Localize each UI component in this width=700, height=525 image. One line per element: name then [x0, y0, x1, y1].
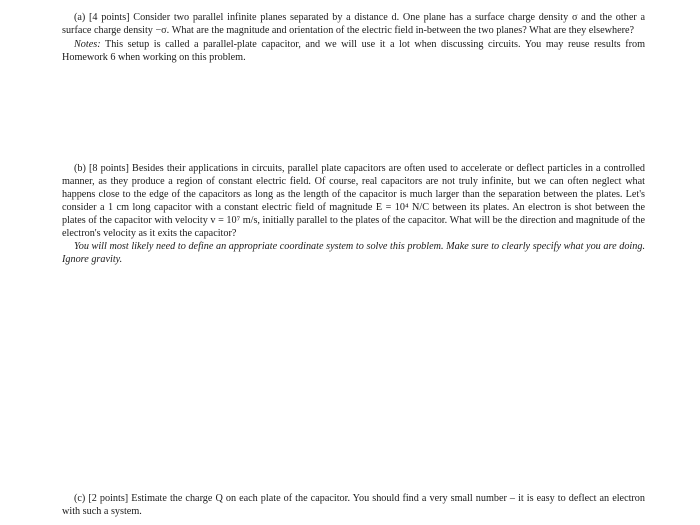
notes-text: This setup is called a parallel-plate capacitor, and we will use it a lot when discussing circuits. You may reuse results from Homework 6 when working on this problem.: [62, 39, 645, 63]
part-c-question: (c) [2 points] Estimate the charge Q on each plate of the capacitor. You should find a very small number – it is easy to deflect an electron with such a system.: [62, 493, 645, 517]
part-a-question: (a) [4 points] Consider two parallel infinite planes separated by a distance d. One plane has a surface charge density σ and the other a surface charge density −σ. What are the magnitude and orientation of the electric field in-between the two planes? What are they elsewhere?: [62, 12, 645, 36]
part-b-question: (b) [8 points] Besides their applications in circuits, parallel plate capacitors are often used to accelerate or deflect particles in a controlled manner, as they produce a region of constant electric field. Of course, real capacitors are not truly infinite, but we can often neglect what happens close to the edge of the capacitors as long as the length of the capacitor is much larger than the separation between the plates. Let's consider a 1 cm long capacitor with a constant electric field of magnitude E = 10⁴ N/C between its plates. An electron is shot between the plates of the capacitor with velocity v = 10⁷ m/s, initially parallel to the plates of the capacitor. What will be the direction and magnitude of the electron's velocity as it exits the capacitor?: [62, 163, 645, 239]
part-b-note: You will most likely need to define an appropriate coordinate system to solve this problem. Make sure to clearly specify what you are doing. Ignore gravity.: [62, 241, 645, 265]
part-a-notes: [62, 38, 645, 64]
notes-label: Notes:: [74, 39, 101, 50]
